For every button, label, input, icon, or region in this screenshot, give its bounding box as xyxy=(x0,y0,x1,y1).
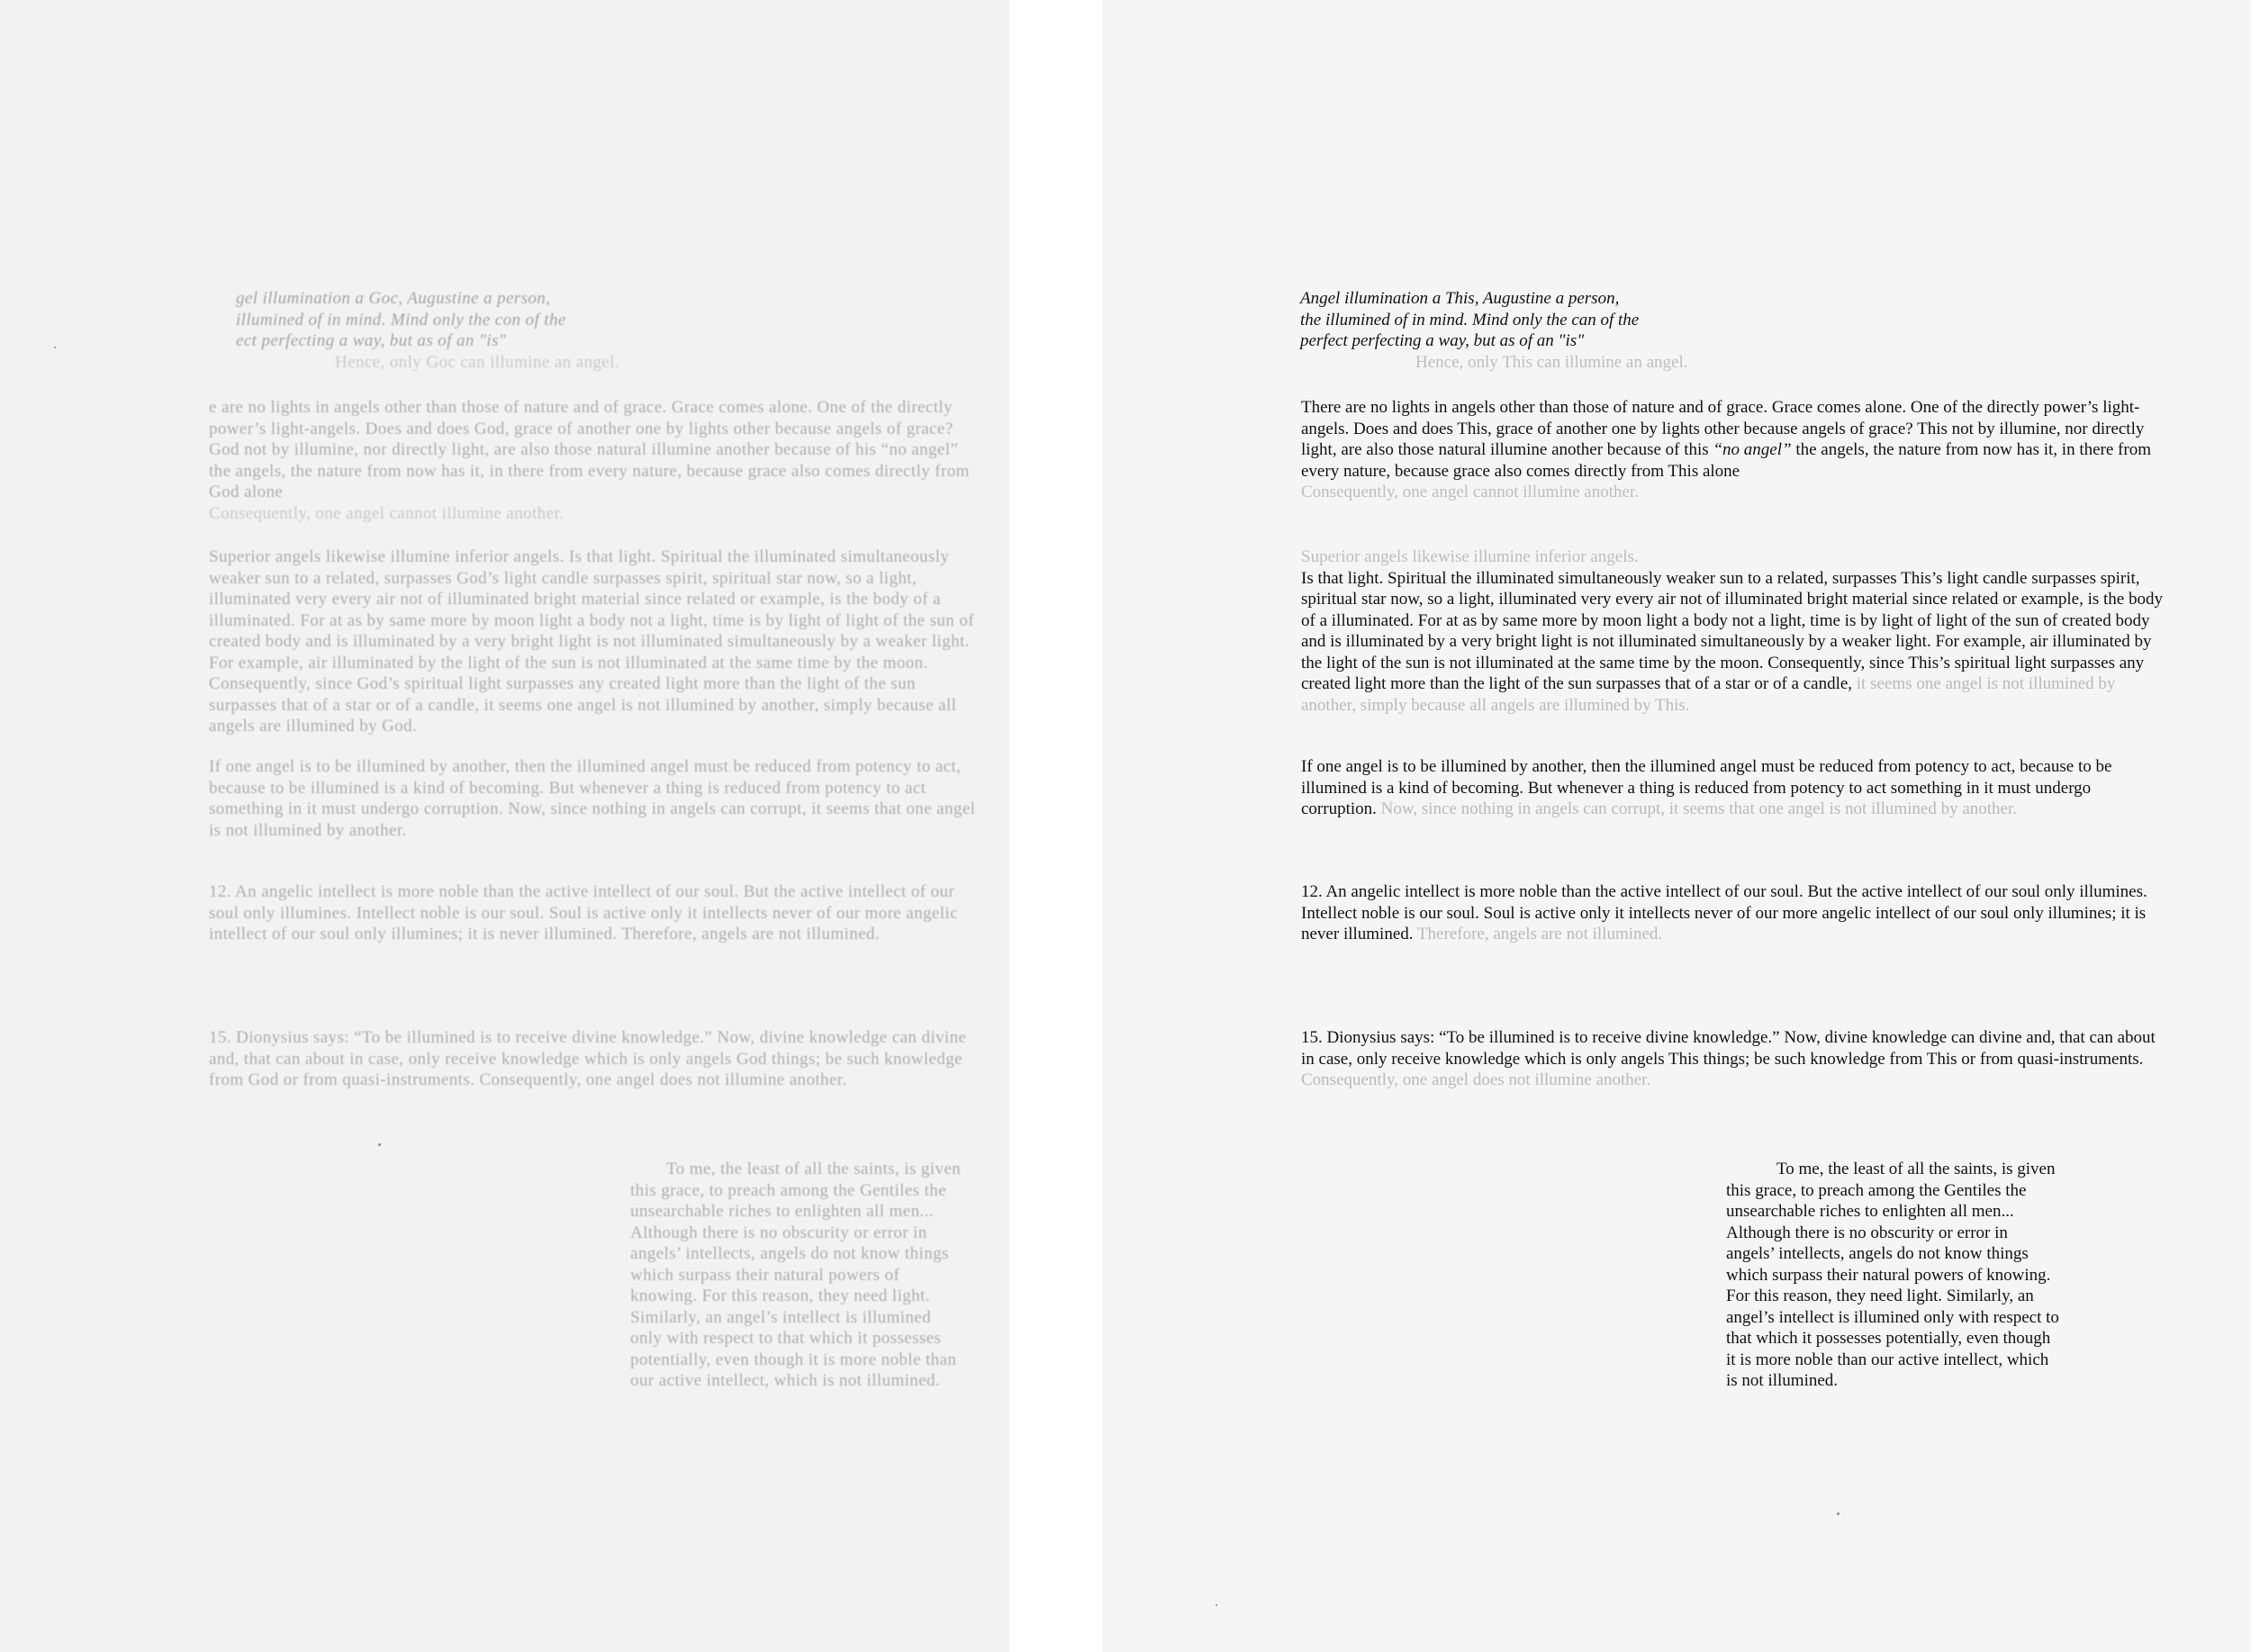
right-header-faint: Hence, only This can illumine an angel. xyxy=(1415,352,1688,372)
right-paragraph-5 xyxy=(1301,1027,2165,1091)
right-paragraph-1 xyxy=(1301,397,2165,503)
right-quote: To me, the least of all the saints, is given this grace, to preach among the Gentiles the unsearchable riches to enlighten all men... Although there is no obscurity or error in angels’ intellects, angels do not know things which surpass their natural powers of knowing. For this reason, they need light. Similarly, an angel’s intellect is illumined only with respect to that which it possesses potentially, even though it is more noble than our active intellect, which is not illumined. xyxy=(1726,1160,2059,1390)
right-page xyxy=(1102,0,2251,1652)
right-p4-text: 12. An angelic intellect is more noble than the active intellect of our soul. But the active intellect of our soul only illumines. Intellect noble is our soul. Soul is active only it intellects never of our more angelic intellect of our soul only illumines; it is never illumined. xyxy=(1301,882,2147,943)
right-paragraph-2 xyxy=(1301,546,2165,716)
right-speck xyxy=(1216,1604,1217,1606)
left-page xyxy=(0,0,1009,1652)
right-header-line-3: perfect perfecting a way, but as of an "is" xyxy=(1300,331,1585,350)
right-header-line-2: the illumined of in mind. Mind only the can of the xyxy=(1300,310,1640,329)
right-header-line-1: Angel illumination a This, Augustine a person, xyxy=(1300,289,1620,308)
left-paragraph-5: 15. Dionysius says: “To be illumined is to receive divine knowledge.” Now, divine knowledge can divine and, that can about in case, only receive knowledge which is only angels God things; be such knowledge from God or from quasi-instruments. Consequently, one angel does not illumine another. xyxy=(209,1028,967,1089)
left-header-line-1: gel illumination a Goc, Augustine a person, xyxy=(236,289,551,308)
left-header xyxy=(236,288,704,373)
left-speck xyxy=(54,347,56,348)
left-p1-faint: Consequently, one angel cannot illumine another. xyxy=(209,503,565,523)
right-p2-faint-lead: Superior angels likewise illumine inferior angels. xyxy=(1301,547,1639,566)
right-p3-faint: Now, since nothing in angels can corrupt, it seems that one angel is not illumined by another. xyxy=(1380,799,2018,818)
left-paragraph-3: If one angel is to be illumined by another, then the illumined angel must be reduced from potency to act, because to be illumined is a kind of becoming. But whenever a thing is reduced from potency to act something in it must undergo corruption. Now, since nothing in angels can corrupt, it seems that one angel is not illumined by another. xyxy=(209,757,976,840)
right-header xyxy=(1300,288,1768,373)
right-p2-text: Is that light. Spiritual the illuminated simultaneously weaker sun to a related, surpasses This’s light candle surpasses spirit, spiritual star now, so a light, illuminated very every air not of illuminated bright material since related or example, is the body of a illuminated. For at as by same more by moon light a body not a light, time is by light of light of the sun of created body and is illuminated by a very bright light is not illuminated simultaneously by a weaker light. For example, air illuminated by the light of the sun is not illuminated at the same time by the moon. Consequently, since This’s spiritual light surpasses any created light more than the light of the sun surpasses that of a star or of a candle, xyxy=(1301,568,2163,693)
right-p1-faint: Consequently, one angel cannot illumine another. xyxy=(1301,483,1639,501)
right-p3-text: If one angel is to be illumined by another, then the illumined angel must be reduced from potency to act, because to be illumined is a kind of becoming. But whenever a thing is reduced from potency to act something in it must undergo corruption. xyxy=(1301,757,2112,818)
left-p1-text: e are no lights in angels other than those of nature and of grace. Grace comes alone. One of the directly power’s light-angels. Does and does God, grace of another one by lights other because angels of grace? God not by illumine, nor directly light, are also those natural illumine another because of his “no angel” the angels, the nature from now has it, in there from every nature, because grace also comes directly from God alone xyxy=(209,398,970,501)
right-p1-text-b: the angels, the nature from now has it, in there from every nature, because grace also comes directly from This alone xyxy=(1301,440,2151,481)
left-speck xyxy=(378,1143,381,1146)
page-gutter xyxy=(1009,0,1102,1652)
left-header-line-3: ect perfecting a way, but as of an "is" xyxy=(236,331,507,350)
left-paragraph-4: 12. An angelic intellect is more noble than the active intellect of our soul. But the active intellect of our soul only illumines. Intellect noble is our soul. Soul is active only it intellects never of our more angelic intellect of our soul only illumines; it is never illumined. Therefore, angels are not illumined. xyxy=(209,882,958,943)
right-p5-faint: Consequently, one angel does not illumine another. xyxy=(1301,1070,1651,1089)
left-paragraph-2: Superior angels likewise illumine inferior angels. Is that light. Spiritual the illuminated simultaneously weaker sun to a related, surpasses God’s light candle surpasses spirit, spiritual star now, so a light, illuminated very every air not of illuminated bright material since related or example, is the body of a illuminated. For at as by same more by moon light a body not a light, time is by light of light of the sun of created body and is illuminated by a very bright light is not illuminated simultaneously by a weaker light. For example, air illuminated by the light of the sun is not illuminated at the same time by the moon. Consequently, since God’s spiritual light surpasses any created light more than the light of the sun surpasses that of a star or of a candle, it seems one angel is not illumined by another, simply because all angels are illumined by God. xyxy=(209,547,974,736)
left-header-line-2: illumined of in mind. Mind only the con of the xyxy=(236,310,566,329)
right-speck xyxy=(1837,1512,1840,1515)
right-paragraph-3 xyxy=(1301,756,2165,820)
left-quote: To me, the least of all the saints, is given this grace, to preach among the Gentiles the unsearchable riches to enlighten all men... Although there is no obscurity or error in angels’ intellects, angels do not know things which surpass their natural powers of knowing. For this reason, they need light. Similarly, an angel’s intellect is illumined only with respect to that which it possesses potentially, even though it is more noble than our active intellect, which is not illumined. xyxy=(630,1160,962,1390)
right-paragraph-4 xyxy=(1301,881,2165,945)
right-p5-text: 15. Dionysius says: “To be illumined is to receive divine knowledge.” Now, divine knowledge can divine and, that can about in case, only receive knowledge which is only angels This things; be such knowledge from This or from quasi-instruments. xyxy=(1301,1028,2156,1069)
right-p2-faint: it seems one angel is not illumined by another, simply because all angels are illumined by This. xyxy=(1301,674,2116,715)
right-p1-text-a: There are no lights in angels other than those of nature and of grace. Grace comes alone. One of the directly power’s light-angels. Does and does This, grace of another one by lights other because angels of grace? This not by illumine, nor directly light, are also those natural illumine another because of this xyxy=(1301,398,2145,459)
right-p1-emphasis: “no angel” xyxy=(1713,440,1792,459)
left-paragraph-1 xyxy=(209,397,983,524)
right-p4-faint: Therefore, angels are not illumined. xyxy=(1416,925,1663,943)
left-header-faint: Hence, only Goc can illumine an angel. xyxy=(335,352,619,372)
